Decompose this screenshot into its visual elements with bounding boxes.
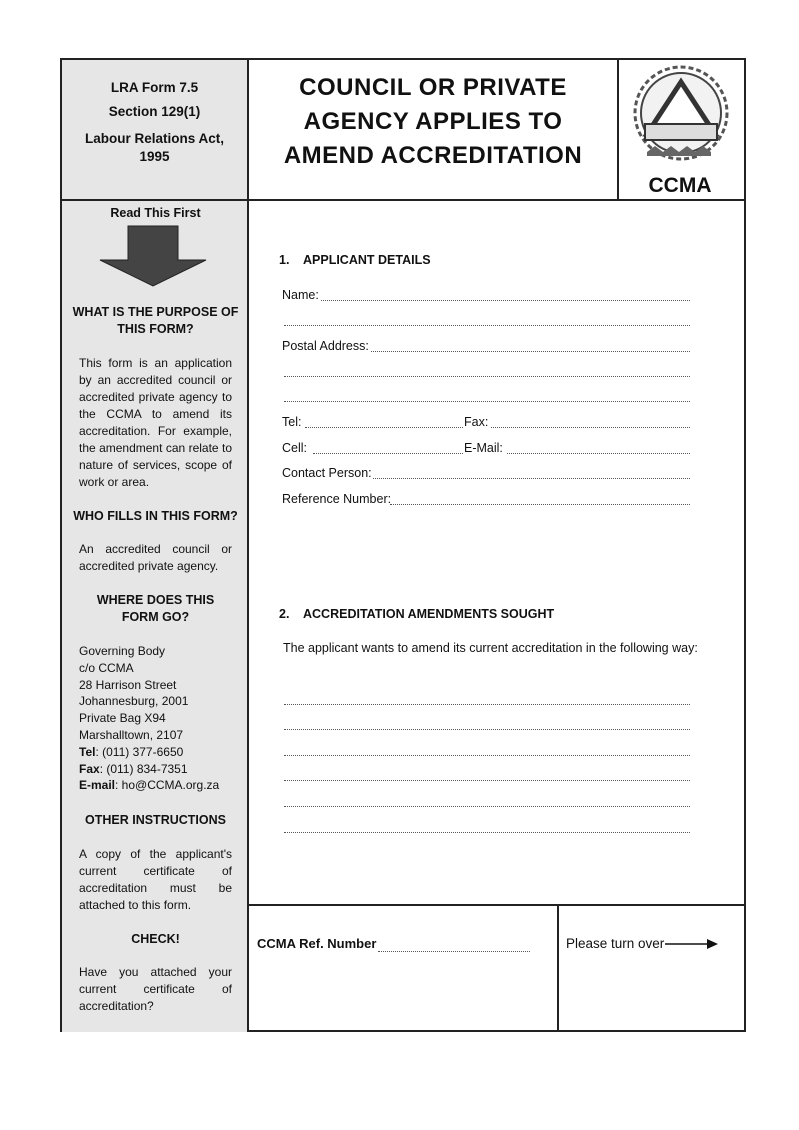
address-block [79,643,239,794]
amendment-line[interactable] [284,729,690,730]
form-title [249,60,617,201]
ccma-ref-field[interactable] [378,951,530,952]
fax-value: : (011) 834-7351 [99,761,188,776]
who-text: An accredited council or accredited private agency. [79,542,232,573]
check-heading: CHECK! [131,932,180,946]
postal-address-field-line2[interactable] [284,376,690,377]
title-line-1: COUNCIL OR PRIVATE [299,74,567,101]
form-body [249,201,744,904]
where-heading-line2: FORM GO? [121,610,190,624]
where-heading-line1: WHERE DOES THIS [96,593,215,607]
reference-number-field[interactable] [390,504,690,505]
name-field[interactable] [321,300,690,301]
form-footer [249,904,744,1032]
address-line: 28 Harrison Street [79,677,177,692]
purpose-heading-line2: THIS FORM? [117,322,194,336]
turn-over-text: Please turn over [566,936,665,951]
ccma-emblem-icon [619,60,742,199]
form-number: LRA Form 7.5 [110,80,199,95]
cell-field[interactable] [313,453,463,454]
fax-field[interactable] [491,427,690,428]
address-line: Governing Body [79,644,166,658]
form-act-line2: 1995 [139,149,170,164]
section2-heading: ACCREDITATION AMENDMENTS SOUGHT [303,607,555,621]
turn-over-box [557,906,744,1032]
amendment-line[interactable] [284,755,690,756]
ccma-ref-label: CCMA Ref. Number [257,936,377,951]
form-act-line1: Labour Relations Act, [84,131,224,146]
tel-value: : (011) 377-6650 [95,744,184,759]
email-label: E-mail [79,778,116,793]
tel-label: Tel: [282,415,302,429]
amendment-line[interactable] [284,704,690,705]
title-line-3: AMEND ACCREDITATION [283,142,583,169]
address-line: Private Bag X94 [79,711,166,726]
ccma-logo [617,60,744,201]
postal-address-label: Postal Address: [282,339,369,353]
fax-label: Fax [79,761,100,776]
form-reference-box [62,60,249,201]
section1-heading: APPLICANT DETAILS [303,253,431,267]
email-line [79,777,239,794]
read-first-label: Read This First [110,206,201,220]
tel-line [79,744,239,761]
address-line: Marshalltown, 2107 [79,727,184,742]
purpose-text: This form is an application by an accredited council or accredited private agency to the CCMA to amend its accreditation. For example, the amendment can relate to nature of services, scope of work or area. [79,356,232,489]
amendment-line[interactable] [284,780,690,781]
tel-field[interactable] [305,427,463,428]
form-section: Section 129(1) [108,104,201,119]
contact-person-label: Contact Person: [282,466,372,480]
fax-label: Fax: [464,415,489,429]
check-text: Have you attached your current certificate of accreditation? [79,965,232,1013]
contact-person-field[interactable] [373,478,690,479]
cell-label: Cell: [282,441,308,455]
tel-label: Tel [79,744,96,759]
who-heading: WHO FILLS IN THIS FORM? [73,509,238,523]
section2-number: 2. [279,607,290,621]
section2-intro: The applicant wants to amend its current accreditation in the following way: [283,641,698,655]
email-value: : ho@CCMA.org.za [115,778,220,793]
logo-text: CCMA [648,174,712,197]
amendment-line[interactable] [284,832,690,833]
other-instructions-text: A copy of the applicant's current certificate of accreditation must be attached to this form. [79,847,232,912]
sidebar-instructions [62,201,249,1032]
email-field[interactable] [507,453,690,454]
reference-number-label: Reference Number: [282,492,392,506]
amendment-line[interactable] [284,806,690,807]
address-line: c/o CCMA [79,660,134,675]
down-arrow-icon [98,225,208,287]
fax-line [79,761,239,778]
postal-address-field[interactable] [371,351,690,352]
email-label: E-Mail: [464,441,503,455]
section1-number: 1. [279,253,290,267]
name-field-line2[interactable] [284,325,690,326]
right-arrow-icon [665,938,719,950]
postal-address-field-line3[interactable] [284,401,690,402]
name-label: Name: [282,288,319,302]
address-line: Johannesburg, 2001 [79,694,189,709]
title-line-2: AGENCY APPLIES TO [303,108,563,135]
purpose-heading-line1: WHAT IS THE PURPOSE OF [72,305,239,319]
form-frame [60,58,746,1032]
other-instructions-heading: OTHER INSTRUCTIONS [85,813,226,827]
